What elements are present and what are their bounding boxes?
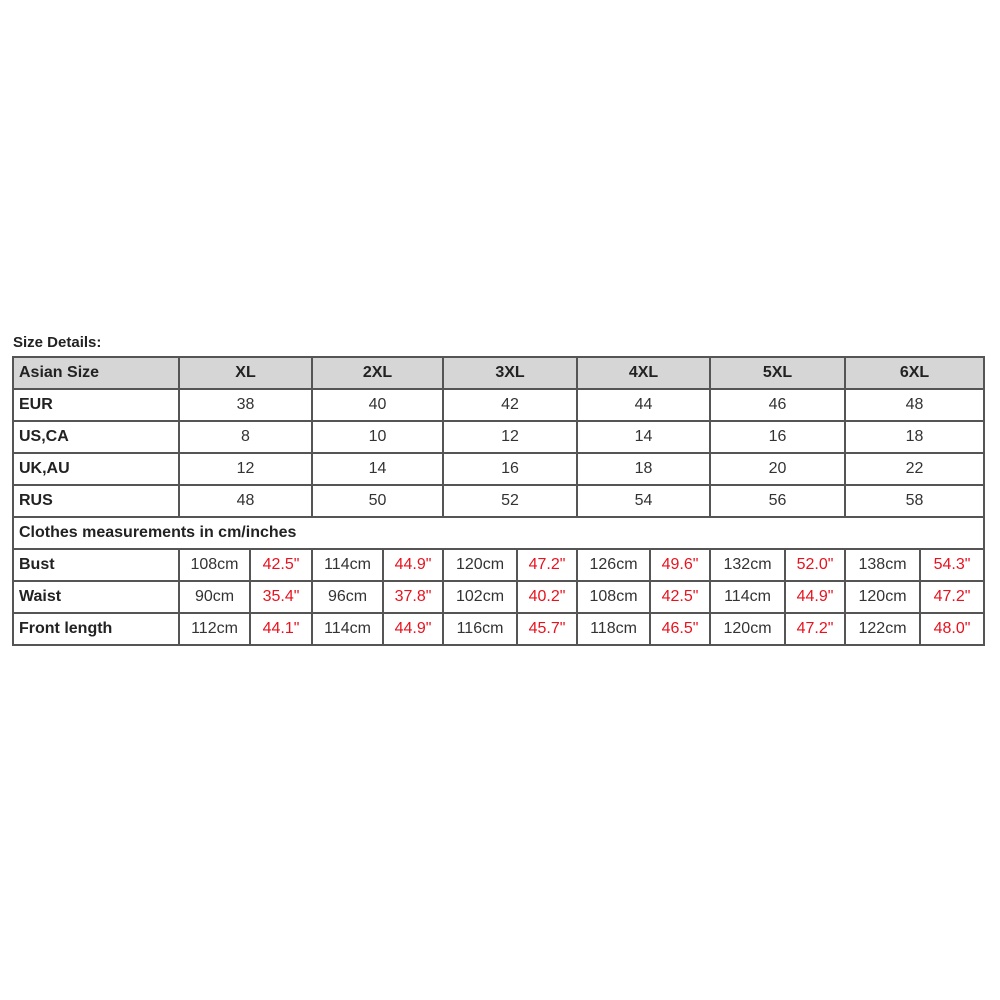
cm-cell: 112cm	[179, 613, 250, 645]
table-cell: 10	[312, 421, 443, 453]
row-label: Bust	[13, 549, 179, 581]
table-cell: 42	[443, 389, 577, 421]
inch-cell: 40.2"	[517, 581, 577, 613]
inch-cell: 35.4"	[250, 581, 312, 613]
cm-cell: 132cm	[710, 549, 785, 581]
cm-cell: 102cm	[443, 581, 517, 613]
inch-cell: 42.5"	[250, 549, 312, 581]
cm-cell: 114cm	[710, 581, 785, 613]
inch-cell: 47.2"	[920, 581, 984, 613]
size-header-cell: 4XL	[577, 357, 710, 389]
table-cell: 56	[710, 485, 845, 517]
inch-cell: 52.0"	[785, 549, 845, 581]
table-cell: 58	[845, 485, 984, 517]
conversion-row-eur	[13, 389, 984, 421]
cm-cell: 126cm	[577, 549, 650, 581]
row-label: RUS	[13, 485, 179, 517]
table-cell: 12	[179, 453, 312, 485]
table-cell: 16	[443, 453, 577, 485]
size-header-cell: 5XL	[710, 357, 845, 389]
inch-cell: 44.9"	[383, 549, 443, 581]
cm-cell: 122cm	[845, 613, 920, 645]
inch-cell: 46.5"	[650, 613, 710, 645]
conversion-row-uk-au	[13, 453, 984, 485]
size-details-title: Size Details:	[13, 334, 102, 351]
cm-cell: 114cm	[312, 549, 383, 581]
table-cell: 48	[845, 389, 984, 421]
row-label: US,CA	[13, 421, 179, 453]
conversion-row-rus	[13, 485, 984, 517]
table-cell: 8	[179, 421, 312, 453]
cm-cell: 138cm	[845, 549, 920, 581]
measurements-section-label: Clothes measurements in cm/inches	[13, 517, 984, 549]
table-cell: 22	[845, 453, 984, 485]
cm-cell: 116cm	[443, 613, 517, 645]
corner-label: Asian Size	[13, 357, 179, 389]
inch-cell: 48.0"	[920, 613, 984, 645]
table-cell: 14	[312, 453, 443, 485]
row-label: Waist	[13, 581, 179, 613]
inch-cell: 42.5"	[650, 581, 710, 613]
table-cell: 38	[179, 389, 312, 421]
measurement-row-front-length	[13, 613, 984, 645]
cm-cell: 108cm	[179, 549, 250, 581]
table-cell: 14	[577, 421, 710, 453]
table-cell: 54	[577, 485, 710, 517]
table-cell: 18	[577, 453, 710, 485]
row-label: Front length	[13, 613, 179, 645]
size-header-cell: 2XL	[312, 357, 443, 389]
table-cell: 46	[710, 389, 845, 421]
table-cell: 20	[710, 453, 845, 485]
size-chart-table	[12, 356, 985, 646]
cm-cell: 120cm	[845, 581, 920, 613]
measurements-section-row	[13, 517, 984, 549]
table-cell: 50	[312, 485, 443, 517]
row-label: UK,AU	[13, 453, 179, 485]
inch-cell: 45.7"	[517, 613, 577, 645]
inch-cell: 49.6"	[650, 549, 710, 581]
cm-cell: 96cm	[312, 581, 383, 613]
table-cell: 18	[845, 421, 984, 453]
measurement-row-waist	[13, 581, 984, 613]
table-cell: 16	[710, 421, 845, 453]
cm-cell: 108cm	[577, 581, 650, 613]
inch-cell: 44.9"	[785, 581, 845, 613]
size-header-cell: 6XL	[845, 357, 984, 389]
measurement-row-bust	[13, 549, 984, 581]
cm-cell: 118cm	[577, 613, 650, 645]
inch-cell: 47.2"	[785, 613, 845, 645]
cm-cell: 90cm	[179, 581, 250, 613]
inch-cell: 44.9"	[383, 613, 443, 645]
inch-cell: 47.2"	[517, 549, 577, 581]
size-header-row	[13, 357, 984, 389]
table-cell: 40	[312, 389, 443, 421]
row-label: EUR	[13, 389, 179, 421]
size-header-cell: 3XL	[443, 357, 577, 389]
inch-cell: 54.3"	[920, 549, 984, 581]
table-cell: 12	[443, 421, 577, 453]
inch-cell: 37.8"	[383, 581, 443, 613]
table-cell: 44	[577, 389, 710, 421]
table-cell: 48	[179, 485, 312, 517]
cm-cell: 120cm	[710, 613, 785, 645]
cm-cell: 120cm	[443, 549, 517, 581]
size-header-cell: XL	[179, 357, 312, 389]
conversion-row-us-ca	[13, 421, 984, 453]
cm-cell: 114cm	[312, 613, 383, 645]
table-cell: 52	[443, 485, 577, 517]
inch-cell: 44.1"	[250, 613, 312, 645]
